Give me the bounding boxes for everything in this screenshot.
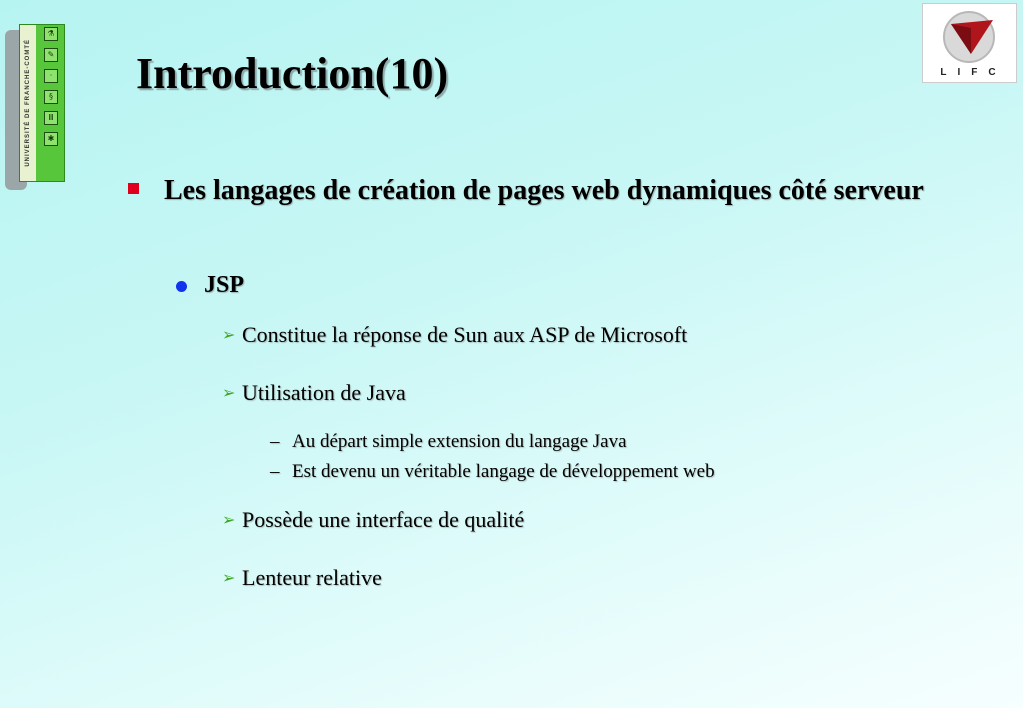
subpoint-item <box>270 459 715 485</box>
red-square-bullet-icon <box>128 183 139 194</box>
point-item <box>222 563 382 593</box>
molecule-icon: ✱ <box>44 132 58 146</box>
point-item <box>222 505 524 535</box>
lifc-emblem-icon <box>923 4 1016 64</box>
logo-icon-column <box>44 27 60 146</box>
level2-item <box>176 268 244 302</box>
level1-item <box>128 172 968 209</box>
arrow-bullet-icon: ➢ <box>222 383 236 402</box>
subpoint-text: Est devenu un véritable langage de développement web <box>292 461 715 482</box>
university-name: UNIVERSITÉ DE FRANCHE-COMTÉ <box>25 39 31 167</box>
point-text: Possède une interface de qualité <box>242 507 525 532</box>
university-logo <box>5 24 63 190</box>
lifc-label: LIFC <box>940 67 1007 78</box>
subpoint-text: Au départ simple extension du langage Java <box>292 431 627 452</box>
dna-icon: § <box>44 90 58 104</box>
subpoint-item <box>270 429 627 455</box>
dash-bullet: – <box>270 461 280 482</box>
pencil-icon: ✎ <box>44 48 58 62</box>
arrow-bullet-icon: ➢ <box>222 568 236 587</box>
dash-bullet: – <box>270 431 280 452</box>
level2-text: JSP <box>204 272 245 298</box>
level1-text: Les langages de création de pages web dynamiques côté serveur <box>164 175 924 206</box>
dot-icon: · <box>44 69 58 83</box>
arrow-bullet-icon: ➢ <box>222 510 236 529</box>
flask-icon: ⚗ <box>44 27 58 41</box>
logo-green-panel <box>19 24 65 182</box>
point-text: Utilisation de Java <box>242 380 406 405</box>
point-item <box>222 320 687 350</box>
point-text: Constitue la réponse de Sun aux ASP de Microsoft <box>242 322 688 347</box>
columns-icon: Ⅲ <box>44 111 58 125</box>
logo-text-strip <box>20 25 36 181</box>
point-text: Lenteur relative <box>242 565 382 590</box>
slide-title: Introduction(10) <box>136 49 449 98</box>
arrow-bullet-icon: ➢ <box>222 325 236 344</box>
lifc-logo <box>922 3 1017 83</box>
point-item <box>222 378 406 408</box>
blue-dot-bullet-icon <box>176 281 187 292</box>
